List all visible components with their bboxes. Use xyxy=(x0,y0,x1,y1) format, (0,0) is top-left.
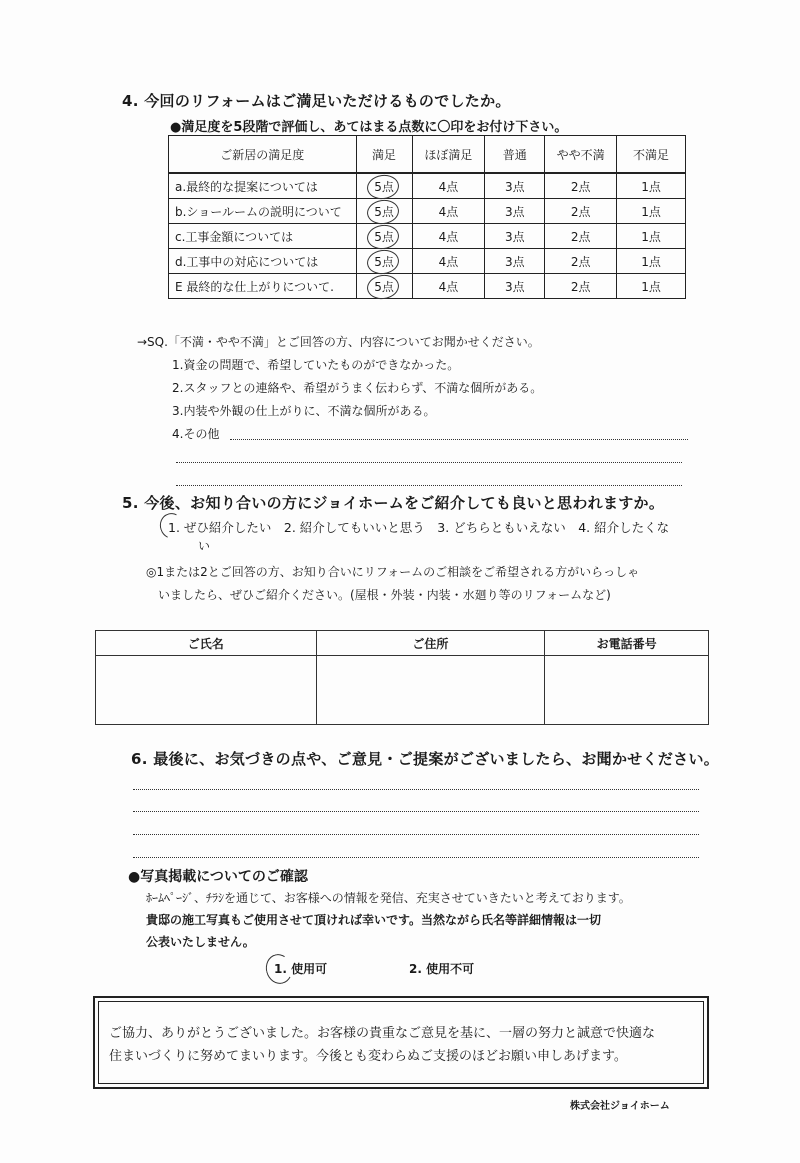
q6-answer-line[interactable] xyxy=(133,811,699,812)
satisfaction-row xyxy=(169,274,686,299)
score-1[interactable]: 1点 xyxy=(617,173,686,199)
score-5[interactable]: 5点 xyxy=(356,199,412,224)
closing-line1: ご協力、ありがとうございました。お客様の貴重なご意見を基に、一層の努力と誠意で快適な xyxy=(109,1026,656,1041)
satisfaction-header-row xyxy=(169,136,686,174)
q6-answer-line[interactable] xyxy=(133,789,699,790)
score-2[interactable]: 2点 xyxy=(545,199,617,224)
q6-answer-line[interactable] xyxy=(133,834,699,835)
score-5[interactable]: 5点 xyxy=(356,224,412,249)
score-3[interactable]: 3点 xyxy=(485,173,545,199)
sq-option-2[interactable]: 2.スタッフとの連絡や、希望がうまく伝わらず、不満な個所がある。 xyxy=(172,381,543,395)
contact-header-address: ご住所 xyxy=(316,631,545,656)
q5-options-wrap: い xyxy=(198,539,211,553)
score-1[interactable]: 1点 xyxy=(617,249,686,274)
company-name: 株式会社ジョイホーム xyxy=(570,1101,670,1112)
contact-name-field[interactable] xyxy=(96,656,317,725)
photo-option-allow[interactable]: 1. 使用可 xyxy=(274,962,328,976)
score-5[interactable]: 5点 xyxy=(356,274,412,299)
score-4[interactable]: 4点 xyxy=(412,224,485,249)
q5-note-line1: ◎1または2とご回答の方、お知り合いにリフォームのご相談をご希望される方がいらっしゃ xyxy=(146,565,640,579)
sq-other-line[interactable] xyxy=(230,439,688,440)
q5-title: 5. 今後、お知り合いの方にジョイホームをご紹介しても良いと思われますか。 xyxy=(122,494,665,512)
satisfaction-row xyxy=(169,173,686,199)
header-somewhat-dissatisfied: やや不満 xyxy=(545,136,617,174)
score-5[interactable]: 5点 xyxy=(356,249,412,274)
q6-answer-line[interactable] xyxy=(133,857,699,858)
q6-title: 6. 最後に、お気づきの点や、ご意見・ご提案がございましたら、お聞かせください。 xyxy=(131,750,720,768)
score-2[interactable]: 2点 xyxy=(545,224,617,249)
satisfaction-row xyxy=(169,249,686,274)
score-2[interactable]: 2点 xyxy=(545,249,617,274)
header-item: ご新居の満足度 xyxy=(169,136,357,174)
q4-title: 4. 今回のリフォームはご満足いただけるものでしたか。 xyxy=(122,92,511,110)
row-item-label: b.ショールームの説明について xyxy=(169,199,357,224)
sq-option-4[interactable]: 4.その他 xyxy=(172,427,220,441)
sq-option-3[interactable]: 3.内装や外観の仕上がりに、不満な個所がある。 xyxy=(172,404,436,418)
contact-address-field[interactable] xyxy=(316,656,545,725)
sq-prompt: →SQ.「不満・やや不満」とご回答の方、内容についてお聞かせください。 xyxy=(137,335,540,349)
row-item-label: a.最終的な提案については xyxy=(169,173,357,199)
photo-line3: 公表いたしません。 xyxy=(146,935,255,949)
score-3[interactable]: 3点 xyxy=(485,199,545,224)
closing-message-box xyxy=(93,996,709,1089)
contact-phone-field[interactable] xyxy=(545,656,709,725)
row-item-label: E 最終的な仕上がりについて. xyxy=(169,274,357,299)
referral-contact-table xyxy=(95,630,709,725)
satisfaction-row xyxy=(169,199,686,224)
score-1[interactable]: 1点 xyxy=(617,274,686,299)
photo-line2: 貴邸の施工写真もご使用させて頂ければ幸いです。当然ながら氏名等詳細情報は一切 xyxy=(146,913,602,927)
q4-instruction: ●満足度を5段階で評価し、あてはまる点数に〇印をお付け下さい。 xyxy=(170,120,568,135)
header-dissatisfied: 不満足 xyxy=(617,136,686,174)
score-3[interactable]: 3点 xyxy=(485,224,545,249)
score-2[interactable]: 2点 xyxy=(545,274,617,299)
q5-options[interactable]: 1. ぜひ紹介したい 2. 紹介してもいいと思う 3. どちらともいえない 4. 紹介したくな xyxy=(168,520,670,535)
score-4[interactable]: 4点 xyxy=(412,274,485,299)
header-satisfied: 満足 xyxy=(356,136,412,174)
sq-other-line[interactable] xyxy=(176,485,682,486)
closing-line2: 住まいづくりに努めてまいります。今後とも変わらぬご支援のほどお願い申しあげます。 xyxy=(109,1049,627,1064)
score-2[interactable]: 2点 xyxy=(545,173,617,199)
score-5[interactable]: 5点 xyxy=(356,173,412,199)
photo-option-deny[interactable]: 2. 使用不可 xyxy=(409,962,475,976)
score-3[interactable]: 3点 xyxy=(485,249,545,274)
row-item-label: d.工事中の対応については xyxy=(169,249,357,274)
satisfaction-row xyxy=(169,224,686,249)
contact-header-phone: お電話番号 xyxy=(545,631,709,656)
score-4[interactable]: 4点 xyxy=(412,249,485,274)
header-neutral: 普通 xyxy=(485,136,545,174)
sq-other-line[interactable] xyxy=(176,462,682,463)
sq-option-1[interactable]: 1.資金の問題で、希望していたものができなかった。 xyxy=(172,358,460,372)
q5-note-line2: いましたら、ぜひご紹介ください。(屋根・外装・内装・水廻り等のリフォームなど) xyxy=(158,588,611,602)
score-1[interactable]: 1点 xyxy=(617,199,686,224)
photo-heading: ●写真掲載についてのご確認 xyxy=(128,869,308,885)
score-4[interactable]: 4点 xyxy=(412,199,485,224)
satisfaction-table xyxy=(168,135,686,299)
score-3[interactable]: 3点 xyxy=(485,274,545,299)
score-4[interactable]: 4点 xyxy=(412,173,485,199)
header-mostly-satisfied: ほぼ満足 xyxy=(412,136,485,174)
photo-line1: ﾎｰﾑﾍﾟｰｼﾞ、ﾁﾗｼを通じて、お客様への情報を発信、充実させていきたいと考えております。 xyxy=(146,891,631,905)
score-1[interactable]: 1点 xyxy=(617,224,686,249)
row-item-label: c.工事金額については xyxy=(169,224,357,249)
contact-header-name: ご氏名 xyxy=(96,631,317,656)
